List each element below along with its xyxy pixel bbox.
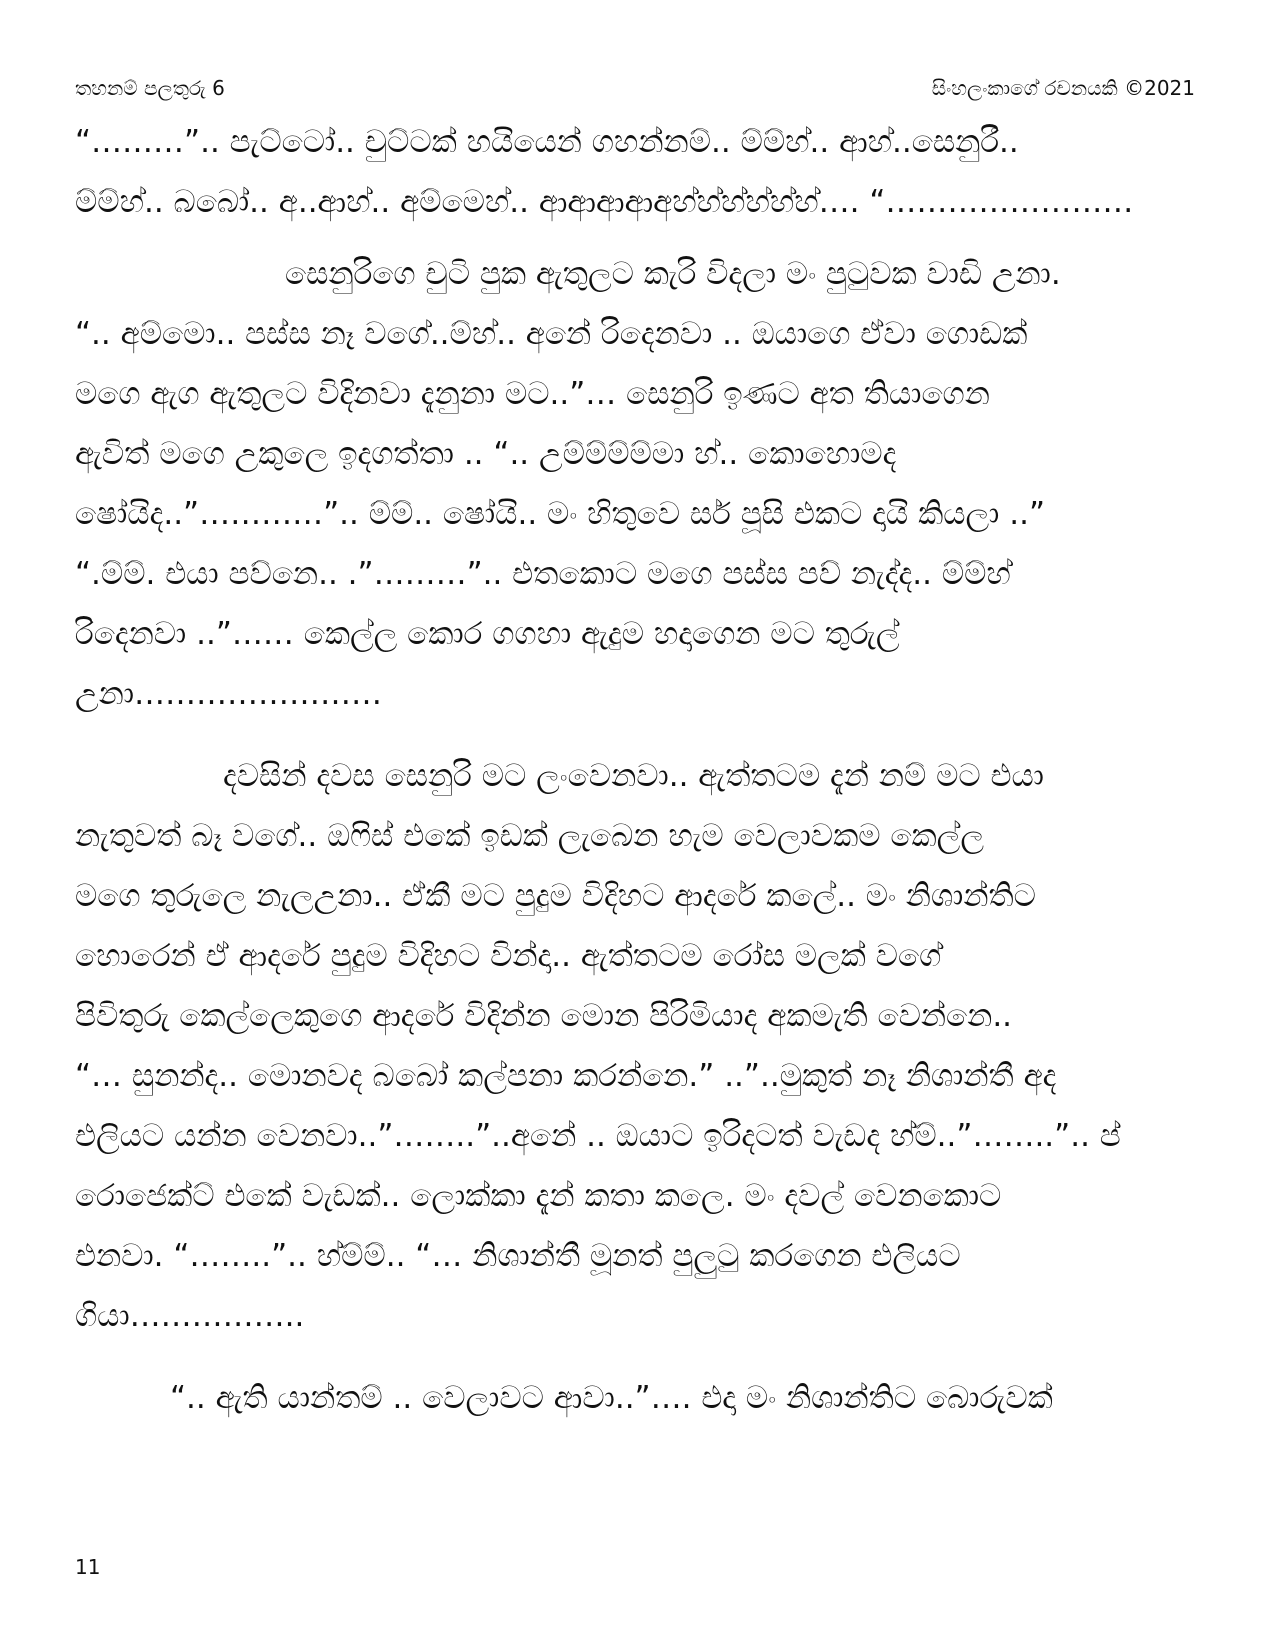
text-line: හොරෙන් ඒ ආදරේ පුදුම විදිහට වින්දා.. ඇත්තටම රෝස මලක් වගේ: [75, 938, 942, 974]
running-header-title: තහනම් පලතුරු 6: [75, 76, 225, 100]
text-line: එලියට යන්න වෙනවා..”……..”..අනේ .. ඔයාට ඉරිදටත් වැඩද හ්ම්..”……..”.. ප්: [75, 1118, 1121, 1154]
running-header-credit: සිංහලංකාගේ රචනයකි ©2021: [931, 76, 1195, 100]
text-line: ගියා……………..: [75, 1298, 305, 1334]
text-line: දවසින් දවස සෙනුරි මට ලංවෙනවා.. ඇත්තටම දැන් නම් මට එයා: [223, 758, 1044, 794]
text-line: “………”.. පැට්ටෝ.. චුට්ටක් හයියෙන් ගහන්නම්.. ම්ම්හ්.. ආහ්..සෙනුරී..: [75, 124, 1019, 160]
text-line: පිවිතුරු කෙල්ලෙකුගෙ ආදරේ විදින්න මොන පිරිමියාද අකමැති වෙන්නෙ..: [75, 998, 1013, 1034]
body-text: [75, 112, 1200, 1428]
text-line: “… සුනන්ද.. මොනවද බබෝ කල්පනා කරන්නෙ.” ..”..මුකුත් නෑ නිශාන්තී අද: [75, 1058, 1057, 1094]
text-line: “.ම්ම්. එයා පව්නෙ.. .”………”.. එතකොට මගෙ පස්ස පව් නැද්ද.. ම්ම්හ්: [75, 556, 1011, 592]
text-line: ඇවිත් මගෙ උකුලෙ ඉදගත්තා .. “.. උම්ම්ම්ම්මා හ්.. කොහොමද: [75, 436, 897, 472]
text-line: මගෙ තුරුලෙ නැලඋනා.. ඒකී මට පුදුම විදිහට ආදරේ කලේ.. මං නිශාන්තිට: [75, 878, 1036, 914]
text-line: එනවා. “……..”.. හ්ම්ම්.. “… නිශාන්තී මූනත් පුලුටු කරගෙන එලියට: [75, 1238, 961, 1274]
text-line: රිදෙනවා ..”…… කෙල්ල කොර ගගහා ඇදුම හදාගෙන මට තුරුල්: [75, 616, 900, 652]
text-line: සෙනුරිගෙ චුටි පුක ඇතුලට කැරි විදලා මං පුටුවක වාඩි උනා.: [285, 256, 1061, 292]
text-line: නැතුවත් බෑ වගේ.. ඔෆිස් එකේ ඉඩක් ලැබෙන හැම වෙලාවකම කෙල්ල: [75, 818, 984, 854]
text-line: “.. ඇති යාන්තම් .. වෙලාවට ආවා..”…. එදා මං නිශාන්තිට බොරුවක්: [170, 1380, 1053, 1416]
text-line: ෂෝයිද..”…………”.. ම්ම්.. ෂෝයි.. මං හිතුවෙ සර් පූසි එකට දායි කියලා ..”: [75, 496, 1046, 532]
text-line: උනා……………………: [75, 676, 383, 712]
text-line: මගෙ ඇග ඇතුලට විදිනවා දැනුනා මට..”… සෙනුරි ඉණට අත තියාගෙන: [75, 376, 990, 412]
page-number: 11: [75, 1555, 101, 1579]
text-line: “.. අම්මො.. පස්ස නෑ වගේ..ම්හ්.. අනේ රිදෙනවා .. ඔයාගෙ ඒවා ගොඩක්: [75, 316, 1028, 352]
text-line: ම්ම්හ්.. බබෝ.. අ..ආහ්.. අම්මෙහ්.. ආආආආඅහ්හ්හ්හ්හ්හ්…. “……………………: [75, 184, 1134, 220]
text-line: රොජෙක්ට් එකේ වැඩක්.. ලොක්කා දැන් කතා කලෙ. මං දවල් වෙනකොට: [75, 1178, 1002, 1214]
